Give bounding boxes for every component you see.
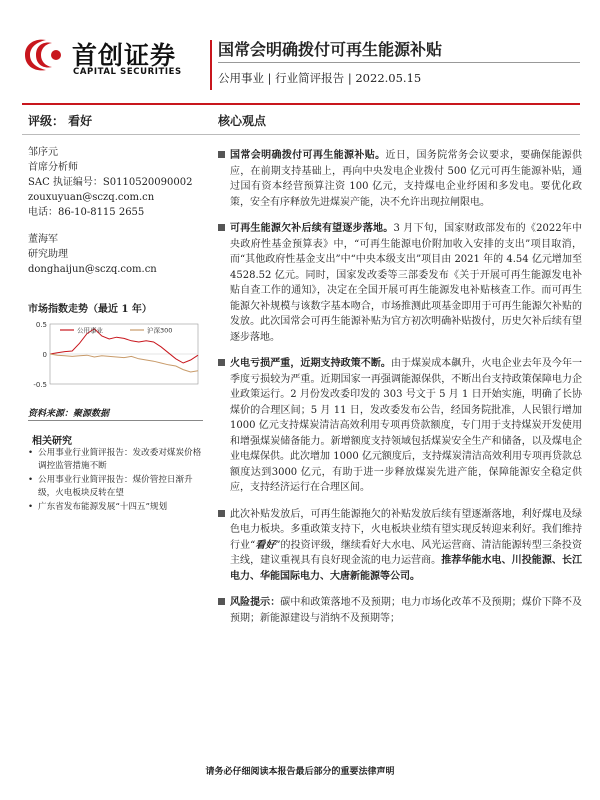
series-line-2	[50, 354, 198, 372]
paragraph-arrears: 可再生能源欠补后续有望逐步落地。3 月下旬，国家财政部发布的《2022年中央政府性基金预算表》中，“可再生能源电价附加收入安排的支出”项目取消，而“其他政府性基金支出”中“中央本级支出”项目由 2021 年的 4.54 亿元增加至 4528.52 亿元。同时，国家发改委等三部委发布《关于开展可再生能源发电补贴自查工作的通知》，决定在全国开展可再生能源发电补贴核查工作。而可再生能源欠补规模与该数字基本吻合，市场推测此项基金即用于可再生能源欠补贴的发放。此次国常会可再生能源补贴为官方初次明确补贴拨付，历史欠补后续有望逐步落地。	[218, 221, 582, 345]
market-index-chart	[28, 314, 203, 390]
chart-source: 资料来源：聚源数据	[28, 409, 110, 419]
section-divider	[22, 134, 580, 135]
y-tick-label: -0.5	[33, 381, 47, 389]
analyst-2-role: 研究助理	[28, 249, 68, 260]
logo-chinese-name: 首创证券	[72, 41, 177, 70]
analyst-2-name: 董海军	[28, 234, 58, 245]
related-research-list	[28, 447, 206, 516]
logo-english-name: CAPITAL SECURITIES	[73, 67, 182, 77]
bullet-icon: •	[28, 448, 34, 458]
analyst-1-phone: 电话：86-10-8115 2655	[28, 207, 145, 218]
analyst-1-email[interactable]: zouxuyuan@sczq.com.cn	[28, 192, 155, 203]
capital-securities-logo-icon	[22, 38, 68, 72]
paragraph-recommendation: 此次补贴发放后，可再生能源拖欠的补贴发放后续有望逐渐落地，利好煤电及绿色电力板块。多重政策支持下，火电板块业绩有望实现反转迎来利好。我们维持行业“看好”的投资评级，继续看好大水电、风光运营商、清洁能源转型三条投资主线，建议重视具有良好现金流的电力运营商。推荐华能水电、川投能源、长江电力、华能国际电力、大唐新能源等公司。	[218, 507, 582, 585]
chart-title: 市场指数走势（最近 1 年）	[28, 304, 152, 315]
related-item[interactable]: • 公用事业行业简评报告：发改委对煤炭价格调控监管措施不断	[28, 448, 202, 471]
paragraph-thermal-power: 火电亏损严重，近期支持政策不断。由于煤炭成本飙升，火电企业去年及今年一季度亏损较为严重。近期国家一再强调能源保供，不断出台支持政策保障电力企业政策运行。2 月份发改委印发的 303 号文于 5 月 1 日开始实施，明确了长协煤价的合理区间；5 月 11 日，发改委发布公告，经国务院批准，人民银行增加 1000 亿元支持煤炭清洁高效利用专项再贷款额度，专门用于支持煤炭开发使用和增强煤炭储备能力。新增额度支持领域包括煤炭安全生产和储备，以及煤电企业电煤保供。此次增加 1000 亿元额度后，支持煤炭清洁高效利用专项再贷款总额度达到3000 亿元，有助于进一步释放煤炭先进产能，保障能源安全稳定供应，支持经济运行在合理区间。	[218, 356, 582, 496]
related-research-heading: 相关研究	[32, 436, 72, 447]
rating-label: 评级： 看好	[28, 114, 93, 128]
square-bullet-icon	[218, 359, 225, 366]
square-bullet-icon	[218, 224, 225, 231]
title-divider	[218, 62, 580, 63]
paragraph-risk: 风险提示：碳中和政策落地不及预期；电力市场化改革不及预期；煤价下降不及预期；新能源建设与消纳不及预期等；	[218, 595, 582, 626]
analyst-1-sac: SAC 执证编号：S0110520090002	[28, 177, 193, 188]
core-viewpoints	[218, 148, 582, 637]
legend-label: 公用事业	[77, 326, 103, 335]
square-bullet-icon	[218, 510, 225, 517]
header-red-rule	[22, 103, 580, 105]
y-tick-label: 0.5	[35, 321, 47, 329]
report-subtitle: 公用事业 | 行业简评报告 | 2022.05.15	[218, 71, 422, 85]
report-header	[0, 0, 600, 110]
bullet-icon: •	[28, 502, 34, 512]
square-bullet-icon	[218, 598, 225, 605]
related-item[interactable]: • 广东省发布能源发展“十四五”规划	[28, 502, 168, 512]
legal-footer: 请务必仔细阅读本报告最后部分的重要法律声明	[205, 767, 395, 777]
bullet-icon: •	[28, 475, 34, 485]
core-viewpoint-heading: 核心观点	[218, 114, 267, 128]
square-bullet-icon	[218, 151, 225, 158]
legend-label: 沪深300	[147, 326, 173, 335]
header-accent-bar	[210, 40, 212, 90]
analyst-1-name: 邹序元	[28, 147, 58, 158]
paragraph-subsidy: 国常会明确拨付可再生能源补贴。近日，国务院常务会议要求，要确保能源供应，在前期支持基础上，再向中央发电企业拨付 500 亿元可再生能源补贴，通过国有资本经营预算注资 100 亿元，支持煤电企业纾困和多发电。要优化政策，安全有序释放先进煤炭产能，决不允许出现拉闸限电。	[218, 148, 582, 210]
y-tick-label: 0	[42, 351, 47, 359]
analyst-info	[28, 145, 203, 277]
report-title: 国常会明确拨付可再生能源补贴	[218, 40, 443, 59]
analyst-1-role: 首席分析师	[28, 162, 78, 173]
related-item[interactable]: • 公用事业行业简评报告：煤价管控日渐升级，火电板块反转在望	[28, 475, 193, 498]
analyst-2-email[interactable]: donghaijun@sczq.com.cn	[28, 264, 157, 275]
chart-divider	[28, 420, 203, 421]
